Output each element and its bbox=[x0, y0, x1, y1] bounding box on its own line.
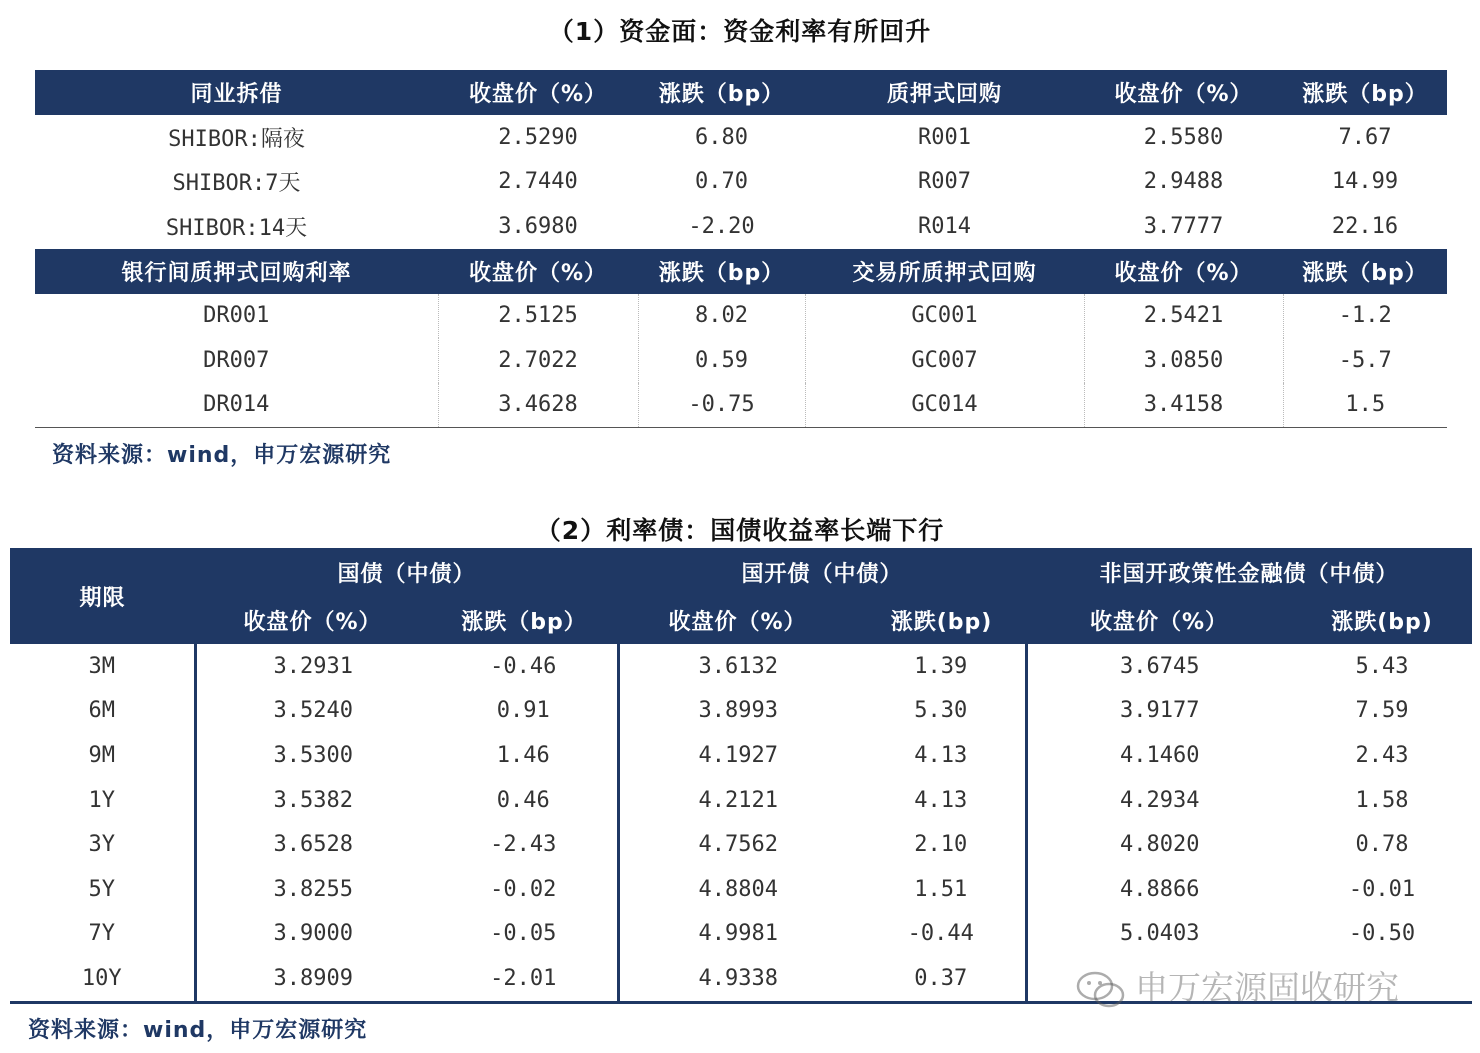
table-cell: 4.2121 bbox=[618, 778, 857, 823]
rate-bond-table bbox=[10, 548, 1472, 1004]
table-row bbox=[10, 689, 1472, 734]
table-cell: SHIBOR:14天 bbox=[165, 215, 308, 241]
table-row bbox=[35, 160, 1447, 205]
table-cell: GC014 bbox=[805, 383, 1084, 428]
table-cell: 2.5421 bbox=[1084, 294, 1283, 339]
group-header: 非国开政策性金融债（中债） bbox=[1026, 548, 1472, 596]
table-cell: 5.43 bbox=[1355, 653, 1409, 679]
table-cell: -0.02 bbox=[490, 876, 557, 902]
column-header: 涨跌（bp） bbox=[638, 70, 805, 115]
table-cell: 4.13 bbox=[914, 787, 968, 813]
table-header bbox=[35, 70, 1447, 115]
section2-title: （2）利率债：国债收益率长端下行 bbox=[535, 516, 945, 545]
table-cell: 1.39 bbox=[914, 653, 968, 679]
term-cell: 1Y bbox=[88, 787, 115, 813]
term-cell: 6M bbox=[88, 698, 115, 724]
table-cell: 0.59 bbox=[638, 338, 805, 383]
table-cell: 3.9000 bbox=[195, 912, 430, 957]
column-header: 质押式回购 bbox=[805, 70, 1084, 115]
table-cell: 3.5240 bbox=[195, 689, 430, 734]
table-row bbox=[35, 383, 1447, 428]
table-cell: -0.05 bbox=[490, 921, 557, 947]
table-cell: 4.13 bbox=[914, 742, 968, 768]
table-cell: R007 bbox=[918, 169, 971, 195]
table-cell: DR001 bbox=[35, 294, 438, 339]
column-header: 收盘价（%） bbox=[195, 596, 430, 644]
table-cell bbox=[1026, 956, 1292, 1002]
table-cell: 4.7562 bbox=[618, 822, 857, 867]
table-cell: 0.78 bbox=[1355, 832, 1409, 858]
table-cell: 3.0850 bbox=[1084, 338, 1283, 383]
table-cell: 0.70 bbox=[695, 169, 748, 195]
column-header: 涨跌（bp） bbox=[430, 596, 618, 644]
table-row bbox=[35, 115, 1447, 160]
table-cell: 4.9981 bbox=[618, 912, 857, 957]
term-cell: 7Y bbox=[88, 921, 115, 947]
table-cell: 0.46 bbox=[496, 787, 550, 813]
table-row bbox=[35, 294, 1447, 339]
source-note: 资料来源：wind，申万宏源研究 bbox=[28, 1018, 368, 1043]
table-cell: -0.44 bbox=[907, 921, 974, 947]
table-cell: R001 bbox=[918, 124, 971, 150]
table-cell: R014 bbox=[918, 213, 971, 239]
table-cell: 2.10 bbox=[914, 832, 968, 858]
table-cell: 1.51 bbox=[914, 876, 968, 902]
group-header: 国开债（中债） bbox=[618, 548, 1026, 596]
table-cell: 4.1927 bbox=[618, 733, 857, 778]
table-cell bbox=[1292, 956, 1472, 1002]
table-cell: 22.16 bbox=[1331, 213, 1399, 239]
table-header bbox=[35, 249, 1447, 294]
column-header: 收盘价（%） bbox=[438, 70, 638, 115]
table-cell: -2.43 bbox=[490, 832, 557, 858]
table-cell: 7.59 bbox=[1355, 698, 1409, 724]
column-header: 涨跌（bp） bbox=[1283, 249, 1447, 294]
table-cell: -1.2 bbox=[1338, 303, 1392, 329]
term-cell: 3M bbox=[88, 653, 115, 679]
table-cell: 8.02 bbox=[638, 294, 805, 339]
table-cell: DR007 bbox=[35, 338, 438, 383]
table-cell: SHIBOR:7天 bbox=[172, 171, 301, 197]
table-cell: 5.0403 bbox=[1026, 912, 1292, 957]
source-note: 资料来源：wind，申万宏源研究 bbox=[52, 443, 392, 468]
term-cell: 3Y bbox=[88, 832, 115, 858]
table-cell: 3.5382 bbox=[195, 778, 430, 823]
column-header: 收盘价（%） bbox=[1084, 249, 1283, 294]
table-row bbox=[10, 778, 1472, 823]
term-cell: 10Y bbox=[10, 956, 195, 1002]
table-cell: 3.6980 bbox=[498, 213, 578, 239]
table-cell: -5.7 bbox=[1338, 347, 1392, 373]
table-cell: -0.50 bbox=[1348, 921, 1416, 947]
table-header bbox=[10, 548, 1472, 596]
table-cell: 2.5290 bbox=[498, 124, 578, 150]
table-row bbox=[10, 733, 1472, 778]
table-cell: 3.9177 bbox=[1026, 689, 1292, 734]
table-cell: 4.8866 bbox=[1026, 867, 1292, 912]
column-header: 涨跌（bp） bbox=[1283, 70, 1447, 115]
table-cell: 1.5 bbox=[1283, 383, 1447, 428]
table-cell: 3.2931 bbox=[195, 644, 430, 689]
table-row bbox=[10, 912, 1472, 957]
table-row bbox=[10, 644, 1472, 689]
column-header: 涨跌(bp) bbox=[1292, 596, 1472, 644]
table-cell: 3.5300 bbox=[195, 733, 430, 778]
term-cell: 5Y bbox=[88, 876, 115, 902]
table-cell: 3.4158 bbox=[1084, 383, 1283, 428]
table-cell: 3.7777 bbox=[1143, 213, 1224, 239]
table-cell: 5.30 bbox=[914, 698, 968, 724]
table-cell: 3.8993 bbox=[618, 689, 857, 734]
table-cell: SHIBOR:隔夜 bbox=[168, 126, 305, 152]
column-header: 收盘价（%） bbox=[438, 249, 638, 294]
table-cell: 3.8255 bbox=[195, 867, 430, 912]
table-cell: -0.75 bbox=[638, 383, 805, 428]
table-cell: DR014 bbox=[35, 383, 438, 428]
table-cell: -0.01 bbox=[1348, 876, 1416, 902]
table-cell: 2.9488 bbox=[1143, 169, 1224, 195]
table-cell: 1.46 bbox=[496, 742, 550, 768]
table-row bbox=[10, 822, 1472, 867]
table-cell: 7.67 bbox=[1338, 124, 1392, 150]
column-header: 收盘价（%） bbox=[1026, 596, 1292, 644]
table-cell: 2.7440 bbox=[498, 169, 578, 195]
table-cell: 6.80 bbox=[695, 124, 748, 150]
term-cell: 9M bbox=[88, 742, 115, 768]
table-cell: 2.5125 bbox=[438, 294, 638, 339]
column-header: 交易所质押式回购 bbox=[805, 249, 1084, 294]
money-market-table bbox=[35, 70, 1447, 428]
table-cell: 4.2934 bbox=[1026, 778, 1292, 823]
table-row bbox=[35, 204, 1447, 249]
table-cell: 2.5580 bbox=[1143, 124, 1224, 150]
group-header: 国债（中债） bbox=[195, 548, 618, 596]
table-cell: 2.7022 bbox=[438, 338, 638, 383]
section1-title: （1）资金面：资金利率有所回升 bbox=[548, 17, 932, 46]
table-cell: 4.9338 bbox=[618, 956, 857, 1002]
table-subheader bbox=[10, 596, 1472, 644]
table-cell: GC007 bbox=[805, 338, 1084, 383]
watermark-text: 申万宏源固收研究 bbox=[1135, 968, 1399, 1007]
table-cell: GC001 bbox=[805, 294, 1084, 339]
table-cell: -2.20 bbox=[688, 213, 755, 239]
table-cell: 0.37 bbox=[857, 956, 1026, 1002]
table-row bbox=[35, 338, 1447, 383]
table-cell: 3.6132 bbox=[618, 644, 857, 689]
table-cell: 3.4628 bbox=[438, 383, 638, 428]
table-cell: 4.1460 bbox=[1026, 733, 1292, 778]
column-header: 同业拆借 bbox=[35, 70, 438, 115]
column-header-term: 期限 bbox=[10, 548, 195, 644]
column-header: 涨跌(bp) bbox=[857, 596, 1026, 644]
table-cell: 1.58 bbox=[1355, 787, 1409, 813]
table-row bbox=[10, 867, 1472, 912]
table-cell: 2.43 bbox=[1355, 742, 1409, 768]
table-cell: -2.01 bbox=[430, 956, 618, 1002]
table-cell: 0.91 bbox=[496, 698, 550, 724]
table-row bbox=[10, 956, 1472, 1002]
table-cell: -0.46 bbox=[490, 653, 557, 679]
table-cell: 3.8909 bbox=[195, 956, 430, 1002]
column-header: 银行间质押式回购利率 bbox=[35, 249, 438, 294]
column-header: 收盘价（%） bbox=[1084, 70, 1283, 115]
table-cell: 14.99 bbox=[1331, 169, 1399, 195]
column-header: 收盘价（%） bbox=[618, 596, 857, 644]
table-cell: 3.6745 bbox=[1026, 644, 1292, 689]
column-header: 涨跌（bp） bbox=[638, 249, 805, 294]
table-cell: 3.6528 bbox=[195, 822, 430, 867]
table-cell: 4.8020 bbox=[1026, 822, 1292, 867]
table-cell: 4.8804 bbox=[618, 867, 857, 912]
